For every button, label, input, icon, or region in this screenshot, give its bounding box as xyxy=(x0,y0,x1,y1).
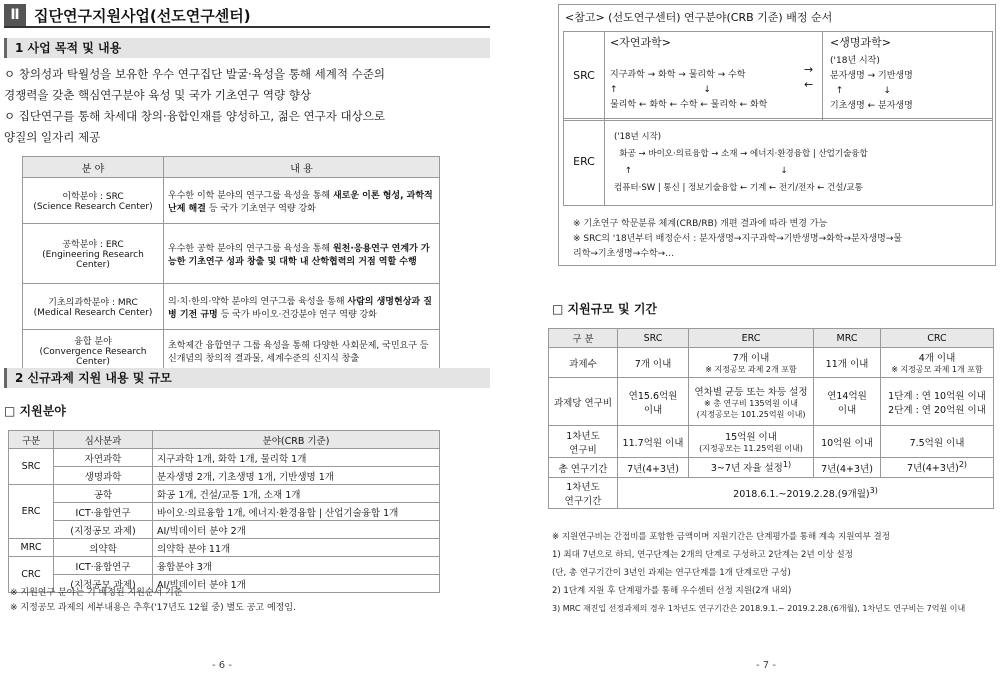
reference-box xyxy=(558,4,996,266)
cell-note: ※ 지정공모 과제 1개 포함 xyxy=(891,365,983,374)
panel-cell: (지정공모 과제) xyxy=(54,575,153,593)
table-row xyxy=(23,178,440,224)
header-content: 내 용 xyxy=(164,157,440,178)
src-panel xyxy=(563,31,993,121)
footnote-mark: 3) xyxy=(869,485,878,495)
header-panel: 심사분과 xyxy=(54,431,153,449)
table-cell: 이내 xyxy=(837,404,857,416)
bullet-line: 양질의 일자리 제공 xyxy=(4,130,101,144)
panel-cell: ICT·융합연구 xyxy=(54,557,153,575)
table-cell: 3~7년 자율 설정 xyxy=(710,463,783,475)
erc-flow: ('18년 시작) 화공 → 바이오·의료융합 → 소재 → 에너지·환경융합 | 산업기술융합 ↑ ↓ 컴퓨터·SW | 통신 | 정보기술융합 ← 기계 ← 전기/전자 ← 건설/교통 xyxy=(614,132,868,193)
field-name-en: (Medical Research Center) xyxy=(33,308,153,318)
header-cell: 구 분 xyxy=(549,329,618,348)
header-cell: ERC xyxy=(689,329,814,348)
table-cell: 10억원 이내 xyxy=(814,426,881,458)
erc-label: ERC xyxy=(564,119,605,205)
subsection-scale-period: □ 지원규모 및 기간 xyxy=(552,302,658,316)
panel-cell: 자연과학 xyxy=(54,449,153,467)
desc-bold: 사람의 생명현상과 질병 기전 규명 xyxy=(168,296,432,320)
table-row xyxy=(9,539,440,557)
header-field: 분야(CRB 기준) xyxy=(153,431,440,449)
note-line: ※ 지원연구 분야는 기 배정된 지원순서 기준 xyxy=(10,588,183,598)
field-name: 공학분야 : ERC xyxy=(62,240,124,250)
note-line: 리학→기초생명→수학→… xyxy=(573,249,675,259)
right-notes xyxy=(552,528,994,618)
table-cell: 7년(4+3년) xyxy=(618,458,689,478)
left-notes xyxy=(10,586,480,616)
cell-note: (지정공모는 11.25억원 이내) xyxy=(699,444,803,453)
table-row xyxy=(549,378,994,426)
cell-note: ※ 총 연구비 135억원 이내 xyxy=(704,398,798,408)
field-cell: AI/빅데이터 분야 2개 xyxy=(153,521,440,539)
field-name-en: (Engineering Research Center) xyxy=(42,250,144,270)
field-name: 기초의과학분야 : MRC xyxy=(48,298,138,308)
panel-cell: 공학 xyxy=(54,485,153,503)
table-row xyxy=(9,485,440,503)
scale-table xyxy=(548,328,994,509)
table-row xyxy=(9,521,440,539)
table-row xyxy=(549,478,994,509)
swap-arrows: → ← xyxy=(804,63,814,91)
row-label: 과제당 연구비 xyxy=(549,378,618,426)
field-cell: AI/빅데이터 분야 1개 xyxy=(153,575,440,593)
panel-cell: 생명과학 xyxy=(54,467,153,485)
panel-cell: (지정공모 과제) xyxy=(54,521,153,539)
erc-panel xyxy=(563,118,993,206)
purpose-bullets xyxy=(4,64,490,148)
row-label: 총 연구기간 xyxy=(549,458,618,478)
table-row xyxy=(549,458,994,478)
src-label: SRC xyxy=(564,32,605,120)
note-line: ※ SRC의 '18년부터 배정순서 : 분자생명→지구과학→기반생명→화학→분자생명→물 xyxy=(573,234,903,244)
group-cell: CRC xyxy=(9,557,54,593)
page-number-left: - 6 - xyxy=(212,660,232,671)
row-label: 1차년도 xyxy=(566,430,600,442)
row-label: 연구기간 xyxy=(564,496,602,507)
note-line: (단, 총 연구기간이 3년인 과제는 연구단계를 1개 단계로만 구성) xyxy=(552,568,791,578)
row-label: 1차년도 xyxy=(566,482,600,493)
table-row xyxy=(549,426,994,458)
footnote-mark: 1) xyxy=(782,460,792,470)
table-cell: 7년(4+3년) xyxy=(906,463,959,475)
table-cell: 연차별 균등 또는 차등 설정 xyxy=(694,386,808,398)
table-row xyxy=(23,330,440,372)
table-cell: 7개 이내 xyxy=(618,348,689,378)
divider xyxy=(822,32,823,120)
desc-text: 등 국가 바이오·건강분야 연구 역량 강화 xyxy=(217,309,377,320)
note-line: ※ 지원연구비는 간접비를 포함한 금액이며 지원기간은 단계평가를 통해 계속 지원여부 결정 xyxy=(552,532,890,542)
life-science-title: <생명과학> xyxy=(830,36,891,49)
table-row xyxy=(9,449,440,467)
table-cell: 2018.6.1.~2019.2.28.(9개월) xyxy=(733,489,870,501)
table-cell: 15억원 이내 xyxy=(725,432,777,443)
table-row xyxy=(9,557,440,575)
chapter-number: Ⅱ xyxy=(4,4,26,26)
panel-cell: ICT·융합연구 xyxy=(54,503,153,521)
field-table xyxy=(22,156,440,372)
field-name: 이학분야 : SRC xyxy=(62,192,124,202)
table-row xyxy=(549,348,994,378)
bullet-line: ㅇ 창의성과 탁월성을 보유한 우수 연구집단 발굴·육성을 통해 세계적 수준의 xyxy=(4,67,385,81)
support-field-table xyxy=(8,430,440,593)
footnote-mark: 2) xyxy=(958,460,968,470)
row-label: 과제수 xyxy=(549,348,618,378)
table-cell: 2단계 : 연 20억원 이내 xyxy=(888,404,986,416)
table-row xyxy=(9,503,440,521)
section-heading-1: 1 사업 목적 및 내용 xyxy=(4,38,490,58)
reference-title: <참고> (선도연구센터) 연구분야(CRB 기준) 배정 순서 xyxy=(565,11,833,24)
desc-text: 우수한 공학 분야의 연구그룹 육성을 통해 xyxy=(168,243,333,254)
field-cell: 화공 1개, 건설/교통 1개, 소재 1개 xyxy=(153,485,440,503)
field-cell: 융합분야 3개 xyxy=(153,557,440,575)
header-cell: CRC xyxy=(881,329,994,348)
row-label: 연구비 xyxy=(569,444,597,456)
natural-science-flow: 지구과학 → 화학 → 물리학 → 수학 ↑ ↓ 물리학 ← 화학 ← 수학 ← 물리학 ← 화학 xyxy=(610,70,768,110)
header-cell: MRC xyxy=(814,329,881,348)
life-science-flow: ('18년 시작) 분자생명 → 기반생명 ↑ ↓ 기초생명 ← 분자생명 xyxy=(830,56,913,111)
table-cell: 연14억원 xyxy=(827,390,867,402)
bullet-line: 경쟁력을 갖춘 핵심연구분야 육성 및 국가 기초연구 역량 향상 xyxy=(4,88,311,102)
field-cell: 분자생명 2개, 기초생명 1개, 기반생명 1개 xyxy=(153,467,440,485)
page-number-right: - 7 - xyxy=(756,660,776,671)
panel-cell: 의약학 xyxy=(54,539,153,557)
desc-text: 의·치·한의·약학 분야의 연구그룹 육성을 통해 xyxy=(168,296,348,307)
section-heading-2: 2 신규과제 지원 내용 및 규모 xyxy=(4,368,490,388)
field-cell: 의약학 분야 11개 xyxy=(153,539,440,557)
note-line: 3) MRC 재진입 선정과제의 경우 1차년도 연구기간은 2018.9.1.~ 2019.2.28.(6개월), 1차년도 연구비는 7억원 이내 xyxy=(552,604,966,613)
group-cell: MRC xyxy=(9,539,54,557)
table-cell: 연15.6억원 xyxy=(628,390,678,402)
table-cell: 7개 이내 xyxy=(732,353,770,364)
header-category: 구분 xyxy=(9,431,54,449)
header-cell: SRC xyxy=(618,329,689,348)
cell-note: (지정공모는 101.25억원 이내) xyxy=(696,409,806,419)
natural-science-title: <자연과학> xyxy=(610,36,671,49)
group-cell: SRC xyxy=(9,449,54,485)
table-cell: 이내 xyxy=(643,404,663,416)
chapter-title: 집단연구지원사업(선도연구센터) xyxy=(34,7,251,25)
desc-text: 초학제간 융합연구 그룹 육성을 통해 다양한 사회문제, 국민요구 등 신개념의 창의적 결과물, 세계수준의 신지식 창출 xyxy=(168,340,429,364)
group-cell: ERC xyxy=(9,485,54,539)
bullet-line: ㅇ 집단연구를 통해 차세대 창의·융합인재를 양성하고, 젊은 연구자 대상으로 xyxy=(4,109,385,123)
subsection-support-field: □ 지원분야 xyxy=(4,404,66,418)
reference-notes xyxy=(573,217,989,262)
table-cell: 11.7억원 이내 xyxy=(618,426,689,458)
field-name-en: (Convergence Research Center) xyxy=(39,347,147,367)
table-cell: 1단계 : 연 10억원 이내 xyxy=(888,390,986,402)
desc-text: 우수한 이학 분야의 연구그룹 육성을 통해 xyxy=(168,190,333,201)
field-name-en: (Science Research Center) xyxy=(33,202,153,212)
table-cell: 11개 이내 xyxy=(814,348,881,378)
note-line: 2) 1단계 지원 후 단계평가를 통해 우수센터 선정 지원(2개 내외) xyxy=(552,586,792,596)
note-line: ※ 기초연구 학문분류 체계(CRB/RB) 개편 결과에 따라 변경 가능 xyxy=(573,219,828,229)
table-row xyxy=(23,224,440,284)
note-line: 1) 최대 7년으로 하되, 연구단계는 2개의 단계로 구성하고 2단계는 2년 이상 설정 xyxy=(552,550,853,560)
chapter-header xyxy=(4,4,490,28)
field-name: 융합 분야 xyxy=(74,337,112,347)
header-field: 분 야 xyxy=(23,157,164,178)
cell-note: ※ 지정공모 과제 2개 포함 xyxy=(705,365,797,374)
table-cell: 4개 이내 xyxy=(918,353,956,364)
note-line: ※ 지정공모 과제의 세부내용은 추후('17년도 12월 중) 별도 공고 예정임. xyxy=(10,603,296,613)
desc-bold: 새로운 이론 형성, 과학적 난제 해결 xyxy=(168,190,433,214)
field-cell: 지구과학 1개, 화학 1개, 물리학 1개 xyxy=(153,449,440,467)
table-row xyxy=(23,284,440,330)
table-row xyxy=(9,467,440,485)
table-cell: 7.5억원 이내 xyxy=(881,426,994,458)
table-cell: 7년(4+3년) xyxy=(814,458,881,478)
field-cell: 바이오·의료융합 1개, 에너지·환경융합 | 산업기술융합 1개 xyxy=(153,503,440,521)
desc-text: 등 국가 기초연구 역량 강화 xyxy=(205,203,316,214)
desc-bold: 원천·응용연구 연계가 가능한 기초연구 성과 창출 및 대학 내 산학협력의 거점 역할 수행 xyxy=(168,243,430,267)
